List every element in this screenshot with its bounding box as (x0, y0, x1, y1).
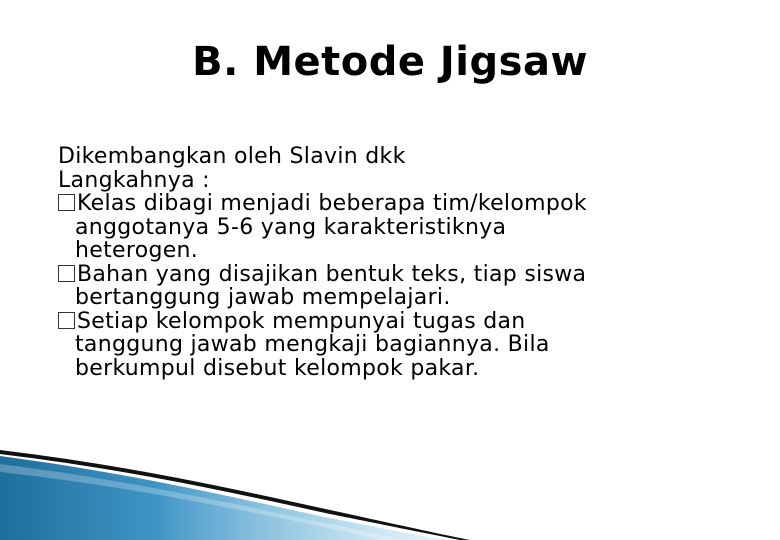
intro-line: Dikembangkan oleh Slavin dkk (58, 144, 406, 169)
bullet-item (58, 192, 758, 263)
wave-black (0, 450, 470, 540)
bullet-text: Bahan yang disajikan bentuk teks, tiap siswa (77, 261, 587, 287)
slide-body (58, 145, 758, 380)
bullet-text: Setiap kelompok mempunyai tugas dan (77, 308, 526, 334)
steps-heading: Langkahnya : (58, 167, 210, 193)
bullet-text: tanggung jawab mengkaji bagiannya. Bila (75, 332, 550, 357)
bullet-text: heterogen. (75, 238, 199, 263)
bullet-text: berkumpul disebut kelompok pakar. (75, 355, 480, 381)
slide-title: B. Metode Jigsaw (192, 39, 588, 85)
bullet-box-icon (58, 194, 75, 211)
bullet-item (58, 310, 758, 381)
bullet-item (58, 263, 758, 310)
bullet-box-icon (58, 265, 75, 282)
bullet-text: bertanggung jawab mempelajari. (75, 285, 451, 310)
bullet-text: Kelas dibagi menjadi beberapa tim/kelompok (77, 191, 587, 216)
bullet-box-icon (58, 312, 75, 329)
decorative-wave (0, 420, 780, 540)
bullet-text: anggotanya 5-6 yang karakteristiknya (75, 214, 507, 240)
wave-blue (0, 456, 450, 540)
wave-highlight (0, 464, 400, 540)
